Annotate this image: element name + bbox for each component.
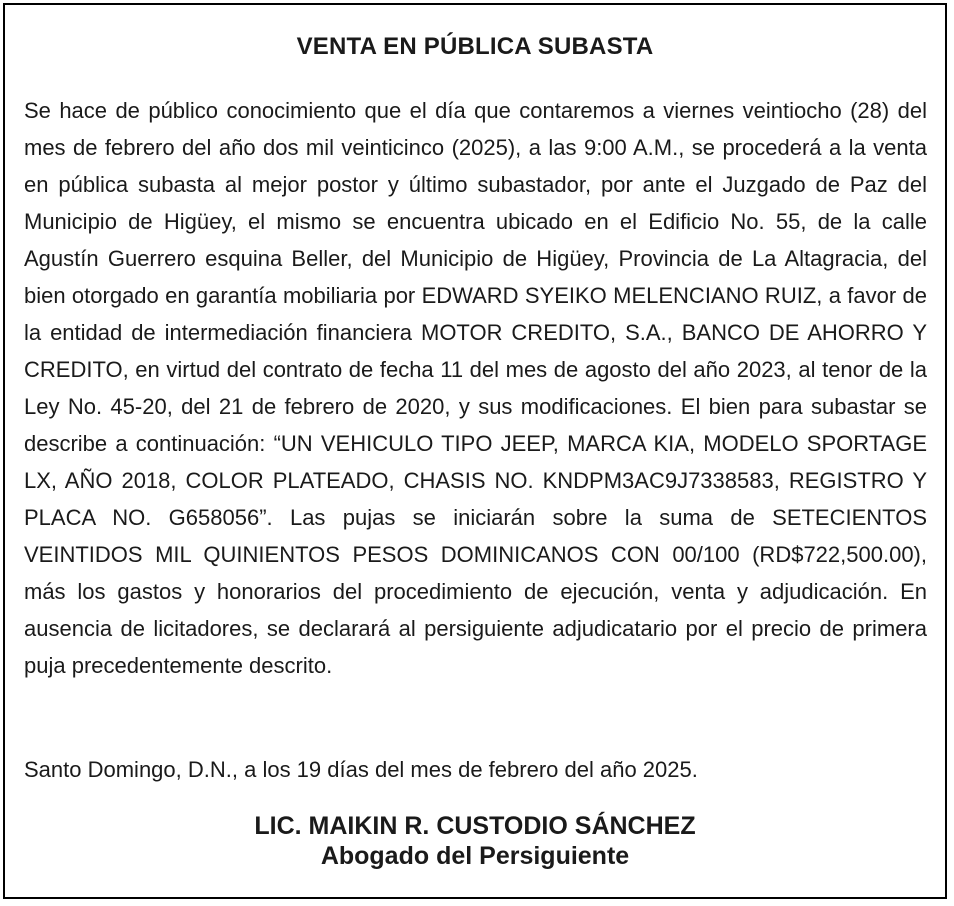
signature-block [5,811,945,871]
notice-title: VENTA EN PÚBLICA SUBASTA [296,33,654,60]
notice-body: Se hace de público conocimiento que el día que contaremos a viernes veintiocho (28) del mes de febrero del año dos mil veinticinco (2025), a las 9:00 A.M., se procederá a la venta en pública subasta al mejor postor y último subastador, por ante el Juzgado de Paz del Municipio de Higüey, el mismo se encuentra ubicado en el Edificio No. 55, de la calle Agustín Guerrero esquina Beller, del Municipio de Higüey, Provincia de La Altagracia, del bien otorgado en garantía mobiliaria por EDWARD SYEIKO MELENCIANO RUIZ, a favor de la entidad de intermediación financiera MOTOR CREDITO, S.A., BANCO DE AHORRO Y CREDITO, en virtud del contrato de fecha 11 del mes de agosto del año 2023, al tenor de la Ley No. 45-20, del 21 de febrero de 2020, y sus modificaciones. El bien para subastar se describe a continuación: “UN VEHICULO TIPO JEEP, MARCA KIA, MODELO SPORTAGE LX, AÑO 2018, COLOR PLATEADO, CHASIS NO. KNDPM3AC9J7338583, REGISTRO Y PLACA NO. G658056”. Las pujas se iniciarán sobre la suma de SETECIENTOS VEINTIDOS MIL QUINIENTOS PESOS DOMINICANOS CON 00/100 (RD$722,500.00), más los gastos y honorarios del procedimiento de ejecución, venta y adjudicación. En ausencia de licitadores, se declarará al persiguiente adjudicatario por el precio de primera puja precedentemente descrito. [24,98,927,678]
signatory-role: Abogado del Persiguiente [320,842,630,870]
signatory-name: LIC. MAIKIN R. CUSTODIO SÁNCHEZ [254,812,696,840]
notice-box [3,3,947,899]
notice-closing: Santo Domingo, D.N., a los 19 días del mes de febrero del año 2025. [24,757,698,782]
